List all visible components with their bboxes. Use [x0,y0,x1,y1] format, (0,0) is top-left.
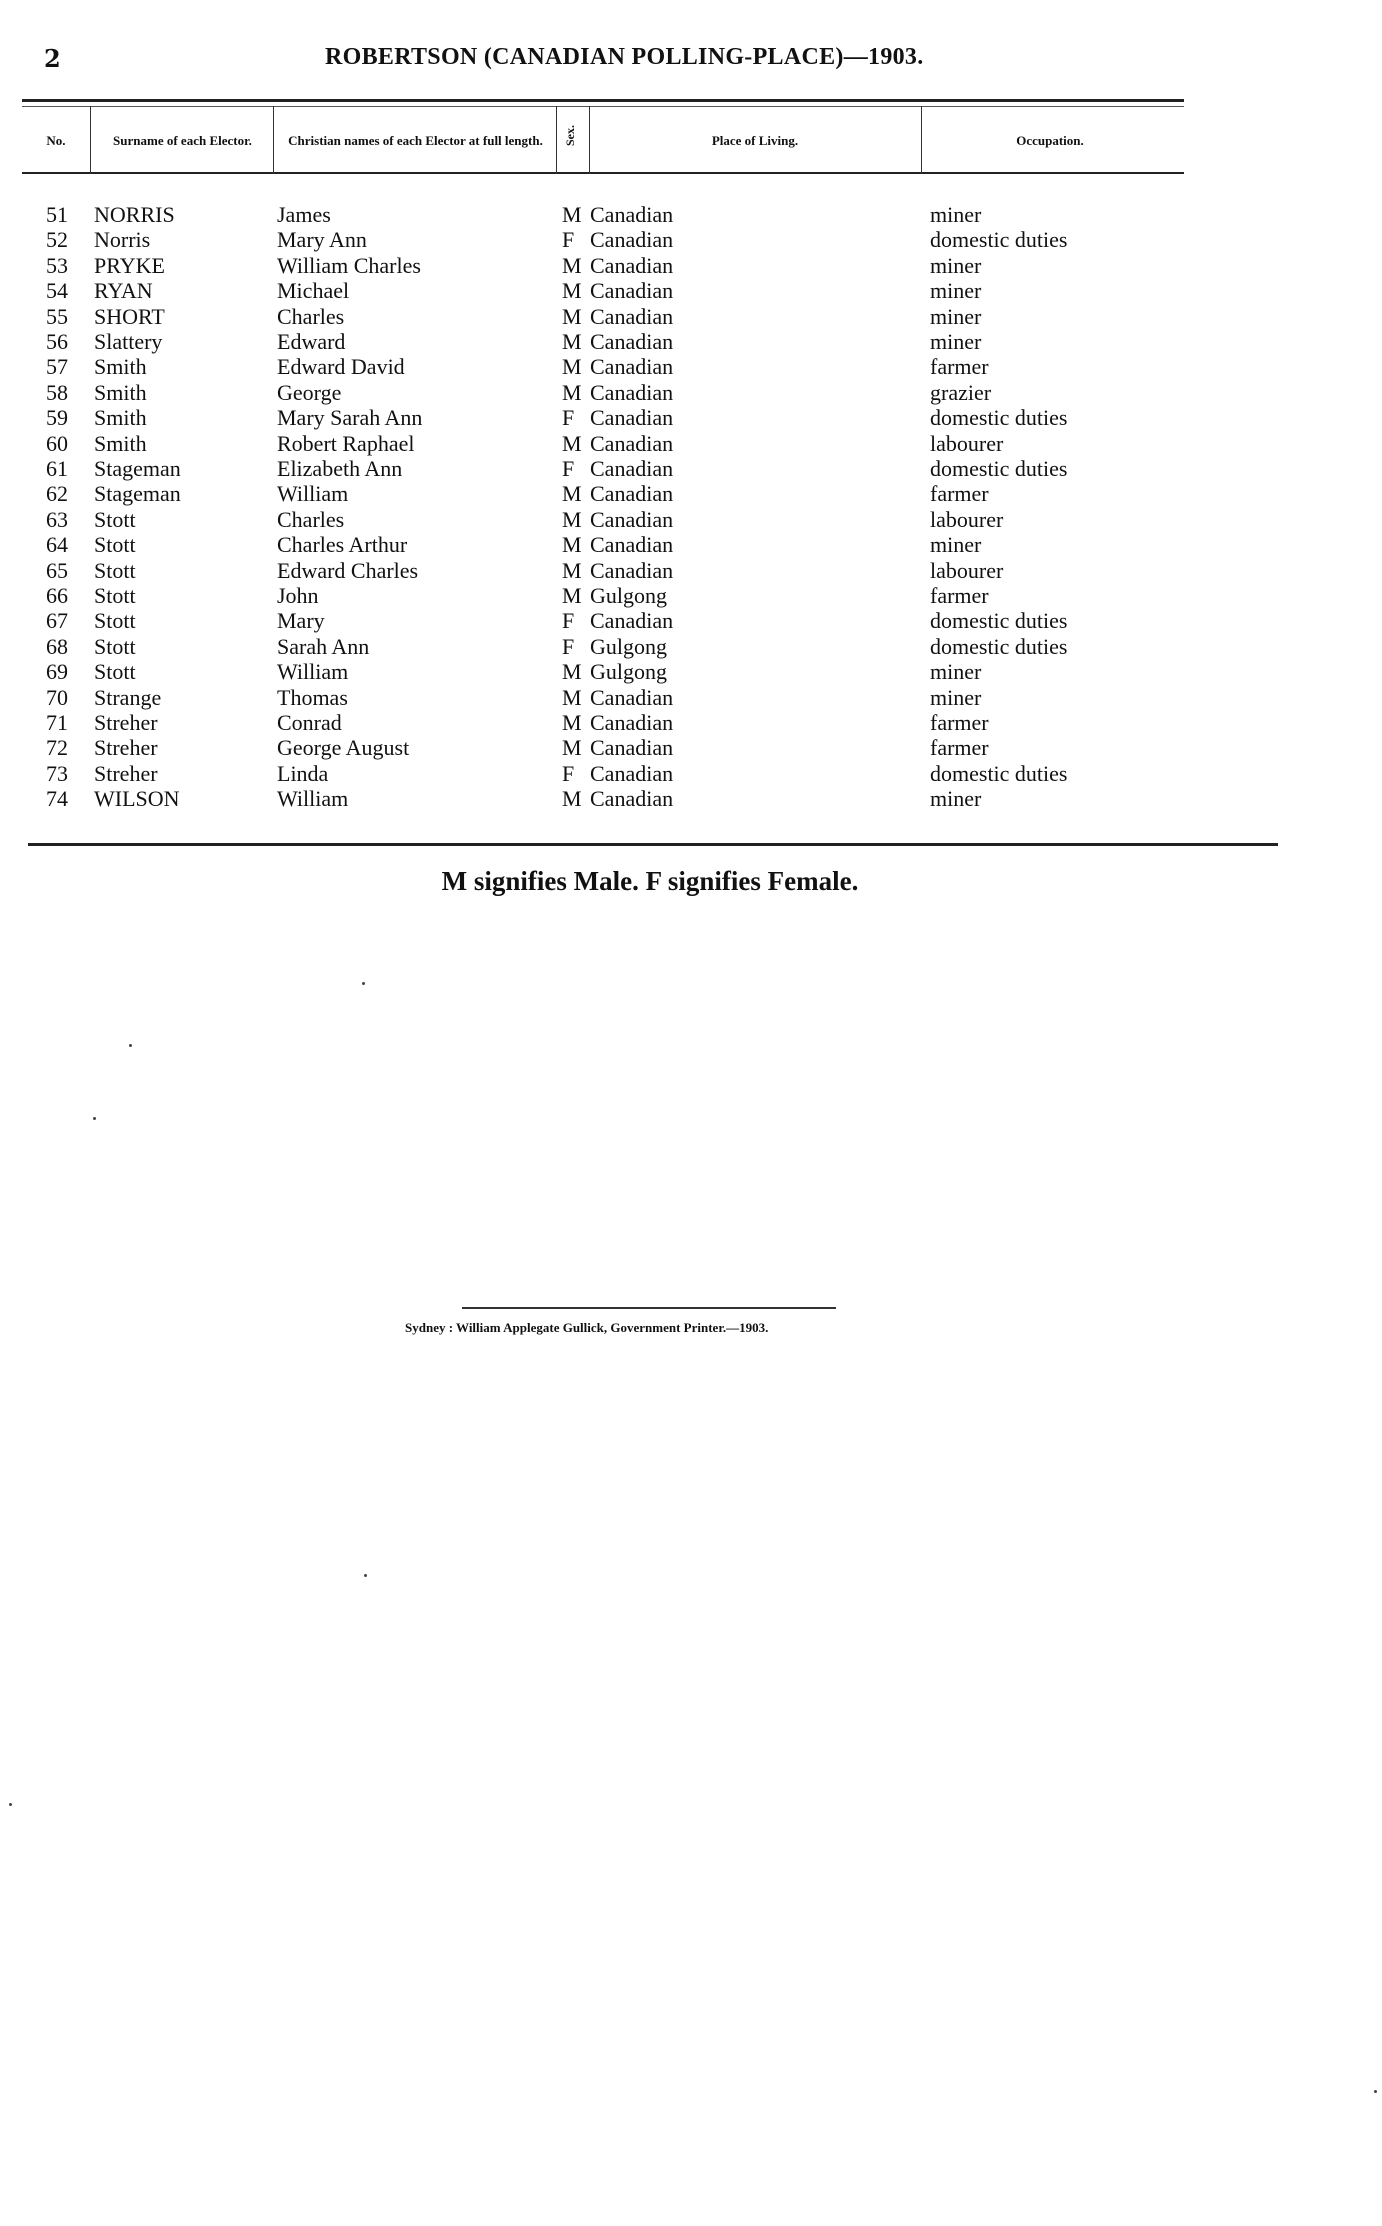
cell-surname: Smith [94,354,147,380]
table-row [0,558,1382,583]
cell-surname: Strange [94,684,162,710]
cell-surname: NORRIS [94,202,175,227]
cell-no: 66 [46,583,68,608]
cell-place: Canadian [590,608,674,634]
cell-no: 69 [46,659,68,685]
cell-sex: F [562,760,575,786]
cell-given: Thomas [277,684,348,710]
cell-sex: M [562,430,582,456]
table-row [0,685,1382,710]
sex-key-footnote: M signifies Male. F signifies Female. [441,866,859,896]
cell-given: Mary Sarah Ann [277,405,423,431]
cell-sex: F [562,456,575,481]
cell-given: Charles [277,303,345,329]
table-row [0,583,1382,608]
table-row [0,532,1382,557]
column-divider [273,106,274,174]
cell-given: Edward Charles [277,557,419,583]
cell-surname: Streher [94,710,158,735]
cell-surname: Stott [94,659,136,685]
cell-occupation: domestic duties [930,405,1068,431]
cell-place: Canadian [590,557,674,583]
cell-no: 57 [46,354,68,380]
cell-sex: M [562,684,582,710]
column-header-sex: Sex. [563,125,577,146]
speck [93,1117,96,1120]
page-title: ROBERTSON (CANADIAN POLLING-PLACE)—1903. [325,44,924,70]
cell-given: Edward David [277,354,405,380]
cell-surname: RYAN [94,278,153,304]
cell-occupation: farmer [930,583,989,608]
cell-occupation: miner [930,786,982,812]
cell-place: Gulgong [590,659,667,685]
cell-given: George August [277,735,410,761]
cell-no: 54 [46,278,68,304]
cell-sex: M [562,303,582,329]
table-row [0,456,1382,481]
speck [364,1574,367,1577]
cell-no: 59 [46,405,68,431]
cell-surname: SHORT [94,303,165,329]
cell-sex: M [562,786,582,812]
cell-surname: Stott [94,583,136,608]
table-row [0,380,1382,405]
cell-given: John [277,583,319,608]
cell-no: 56 [46,329,68,354]
cell-sex: F [562,608,575,634]
cell-place: Canadian [590,227,674,253]
cell-sex: M [562,583,582,608]
header-rule-inner [22,106,1184,107]
cell-surname: Slattery [94,329,163,354]
page-number: 2 [44,44,61,73]
cell-occupation: grazier [930,379,992,405]
table-row [0,608,1382,633]
cell-surname: Stageman [94,481,181,507]
cell-surname: Smith [94,430,147,456]
cell-place: Gulgong [590,633,667,659]
cell-surname: Norris [94,227,151,253]
cell-sex: M [562,252,582,278]
table-row [0,431,1382,456]
cell-no: 70 [46,684,68,710]
table-row [0,634,1382,659]
cell-place: Canadian [590,760,674,786]
column-divider [589,106,590,174]
cell-occupation: labourer [930,430,1004,456]
table-row [0,710,1382,735]
cell-sex: M [562,202,582,227]
cell-surname: Stott [94,633,136,659]
cell-no: 74 [46,786,68,812]
cell-occupation: labourer [930,506,1004,532]
table-row [0,304,1382,329]
cell-surname: Stott [94,557,136,583]
cell-no: 61 [46,456,68,481]
cell-occupation: farmer [930,354,989,380]
cell-occupation: farmer [930,481,989,507]
cell-sex: M [562,532,582,558]
printer-imprint: Sydney : William Applegate Gullick, Government Printer.—1903. [405,1320,769,1335]
cell-no: 72 [46,735,68,761]
cell-given: Michael [277,278,350,304]
column-header-place: Place of Living. [711,132,799,148]
cell-place: Gulgong [590,583,667,608]
cell-occupation: domestic duties [930,456,1068,481]
cell-sex: M [562,659,582,685]
table-row [0,659,1382,684]
cell-place: Canadian [590,532,674,558]
cell-occupation: miner [930,659,982,685]
cell-no: 52 [46,227,68,253]
printer-rule [462,1307,836,1309]
table-row [0,481,1382,506]
cell-surname: Smith [94,405,147,431]
cell-sex: F [562,633,575,659]
table-row [0,354,1382,379]
speck [362,982,365,985]
cell-surname: Smith [94,379,147,405]
column-divider [90,106,91,174]
cell-occupation: domestic duties [930,760,1068,786]
cell-sex: F [562,405,575,431]
cell-surname: Stott [94,532,136,558]
cell-given: Sarah Ann [277,633,370,659]
cell-given: Edward [277,329,346,354]
cell-place: Canadian [590,481,674,507]
cell-surname: Stageman [94,456,181,481]
column-header-christian-names: Christian names of each Elector at full length. [288,132,543,148]
cell-no: 51 [46,202,68,227]
table-row [0,278,1382,303]
table-row [0,786,1382,811]
cell-sex: M [562,481,582,507]
cell-given: Linda [277,760,329,786]
cell-place: Canadian [590,379,674,405]
cell-given: James [277,202,331,227]
cell-given: George [277,379,342,405]
cell-occupation: miner [930,684,982,710]
table-row [0,202,1382,227]
cell-sex: M [562,735,582,761]
cell-occupation: miner [930,252,982,278]
speck [9,1803,12,1806]
cell-given: Robert Raphael [277,430,415,456]
cell-given: Mary Ann [277,227,367,253]
table-row [0,329,1382,354]
cell-sex: M [562,354,582,380]
speck [129,1044,132,1047]
header-rule-bottom [22,172,1184,174]
cell-no: 73 [46,760,68,786]
table-row [0,405,1382,430]
cell-occupation: farmer [930,710,989,735]
cell-surname: Streher [94,760,158,786]
cell-given: Charles [277,506,345,532]
header-rule-top [22,99,1184,102]
cell-no: 65 [46,557,68,583]
cell-occupation: domestic duties [930,633,1068,659]
cell-place: Canadian [590,202,674,227]
cell-sex: M [562,710,582,735]
cell-occupation: domestic duties [930,227,1068,253]
cell-no: 68 [46,633,68,659]
cell-no: 62 [46,481,68,507]
cell-given: Charles Arthur [277,532,408,558]
cell-given: Mary [277,608,325,634]
cell-place: Canadian [590,735,674,761]
cell-sex: F [562,227,575,253]
column-header-occupation: Occupation. [1016,132,1084,148]
cell-sex: M [562,278,582,304]
cell-occupation: miner [930,532,982,558]
cell-given: William Charles [277,252,421,278]
cell-no: 58 [46,379,68,405]
column-header-no: No. [46,132,66,148]
cell-sex: M [562,557,582,583]
cell-no: 55 [46,303,68,329]
cell-occupation: miner [930,303,982,329]
cell-occupation: farmer [930,735,989,761]
table-bottom-rule [28,843,1278,846]
cell-no: 63 [46,506,68,532]
cell-place: Canadian [590,278,674,304]
cell-given: William [277,481,349,507]
cell-no: 71 [46,710,68,735]
cell-given: Conrad [277,710,342,735]
cell-place: Canadian [590,329,674,354]
cell-place: Canadian [590,456,674,481]
cell-place: Canadian [590,506,674,532]
cell-place: Canadian [590,405,674,431]
column-divider [556,106,557,174]
column-header-surname: Surname of each Elector. [113,132,252,148]
cell-no: 53 [46,252,68,278]
cell-place: Canadian [590,684,674,710]
cell-occupation: domestic duties [930,608,1068,634]
cell-sex: M [562,329,582,354]
cell-no: 60 [46,430,68,456]
column-divider [921,106,922,174]
cell-sex: M [562,506,582,532]
table-row [0,253,1382,278]
cell-occupation: miner [930,202,982,227]
cell-surname: Stott [94,506,136,532]
table-row [0,227,1382,252]
cell-occupation: labourer [930,557,1004,583]
cell-occupation: miner [930,278,982,304]
cell-surname: Streher [94,735,158,761]
cell-surname: WILSON [94,786,180,812]
speck [1374,2090,1377,2093]
cell-place: Canadian [590,710,674,735]
cell-surname: Stott [94,608,136,634]
cell-given: William [277,786,349,812]
cell-surname: PRYKE [94,252,165,278]
cell-place: Canadian [590,786,674,812]
cell-no: 67 [46,608,68,634]
cell-place: Canadian [590,430,674,456]
cell-place: Canadian [590,252,674,278]
table-row [0,735,1382,760]
table-row [0,507,1382,532]
cell-no: 64 [46,532,68,558]
table-row [0,761,1382,786]
cell-given: Elizabeth Ann [277,456,403,481]
cell-occupation: miner [930,329,982,354]
cell-place: Canadian [590,354,674,380]
cell-given: William [277,659,349,685]
cell-place: Canadian [590,303,674,329]
cell-sex: M [562,379,582,405]
